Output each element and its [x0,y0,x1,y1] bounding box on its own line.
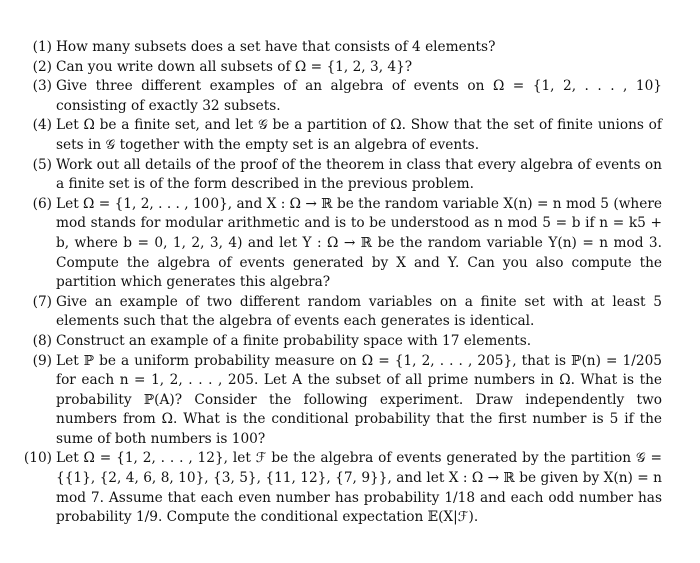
problem-item [16,293,662,332]
problem-list [16,38,662,528]
problem-text: Let Ω = {1, 2, . . . , 12}, let ℱ be the algebra of events generated by the partition 𝒢 = {{1}, {2, 4, 6, 8, 10}, {3, 5}, {11, 12}, {7, 9}}, and let X : Ω → ℝ be given by X(n) = n mod 7. Assume that each even number has probability 1/18 and each odd number has probability 1/9. Compute the conditional expectation 𝔼(X|ℱ). [56,450,662,526]
problem-number: (2) [32,58,52,75]
problem-item [16,58,662,78]
problem-text: Let Ω = {1, 2, . . . , 100}, and X : Ω → ℝ be the random variable X(n) = n mod 5 (where mod stands for modular arithmetic and is to be understood as n mod 5 = b if n = k5 + b, where b = 0, 1, 2, 3, 4) and let Y : Ω → ℝ be the random variable Y(n) = n mod 3. Compute the algebra of events generated by X and Y. Can you also compute the partition which generates this algebra? [56,195,662,291]
problem-item [16,156,662,195]
problem-text: Let Ω be a finite set, and let 𝒢 be a partition of Ω. Show that the set of finite unions of sets in 𝒢 together with the empty set is an algebra of events. [56,117,662,153]
problem-number: (3) [32,78,52,95]
problem-number: (10) [23,450,52,467]
problem-text: Let ℙ be a uniform probability measure on Ω = {1, 2, . . . , 205}, that is ℙ(n) = 1/205 for each n = 1, 2, . . . , 205. Let A the subset of all prime numbers in Ω. What is the probability ℙ(A)? Consider the following experiment. Draw independently two numbers from Ω. What is the conditional probability that the first number is 5 if the sume of both numbers is 100? [56,352,662,447]
problem-number: (5) [32,156,52,173]
problem-text: Construct an example of a finite probability space with 17 elements. [56,332,532,349]
problem-item [16,77,662,116]
problem-item [16,332,662,352]
problem-number: (8) [32,332,52,349]
problem-item [16,116,662,155]
problem-number: (4) [32,117,52,134]
problem-text: Can you write down all subsets of Ω = {1, 2, 3, 4}? [56,58,413,75]
problem-item [16,38,662,58]
problem-number: (6) [32,195,52,212]
problem-number: (7) [32,293,52,310]
problem-number: (1) [32,39,52,55]
problem-text: How many subsets does a set have that consists of 4 elements? [56,39,496,55]
problem-text: Give three different examples of an algebra of events on Ω = {1, 2, . . . , 10} consisting of exactly 32 subsets. [56,78,662,114]
problem-text: Give an example of two different random variables on a finite set with at least 5 elements such that the algebra of events each generates is identical. [56,293,662,330]
problem-item [16,449,662,527]
problem-item [16,352,662,450]
problem-number: (9) [32,352,52,369]
problem-text: Work out all details of the proof of the theorem in class that every algebra of events on a finite set is of the form described in the previous problem. [56,156,662,193]
problem-item [16,195,662,293]
